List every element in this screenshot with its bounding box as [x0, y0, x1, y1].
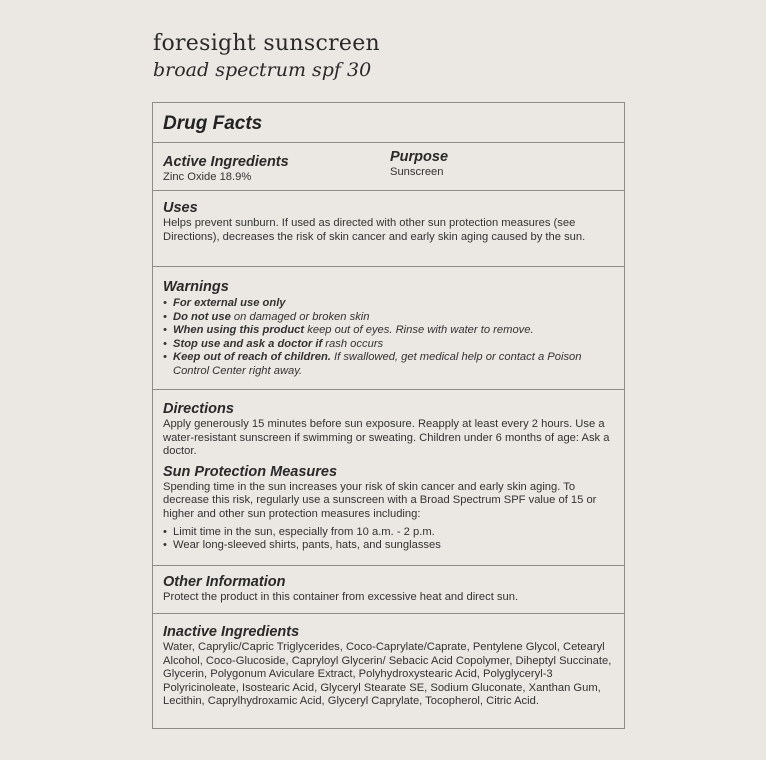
warning-item: • Do not use on damaged or broken skin [163, 311, 614, 325]
sun-protection-list [163, 526, 614, 553]
other-information-text: Protect the product in this container from excessive heat and direct sun. [163, 591, 519, 603]
uses-section [153, 191, 624, 267]
directions-text: Apply generously 15 minutes before sun exposure. Reapply at least every 2 hours. Use a water-resistant sunscreen if swimming or sweating. Children under 6 months of age: Ask a doctor. [163, 418, 610, 458]
product-subtitle: broad spectrum spf 30 [153, 59, 372, 81]
warning-item: • For external use only [163, 297, 614, 311]
purpose-heading: Purpose [390, 149, 449, 165]
warnings-list [163, 297, 614, 379]
brand-header [153, 30, 380, 82]
warning-item: • Keep out of reach of children. If swallowed, get medical help or contact a Poison Control Center right away. [163, 351, 614, 378]
warning-item: • When using this product keep out of eyes. Rinse with water to remove. [163, 324, 614, 338]
directions-section [153, 390, 624, 566]
sun-protection-item: • Limit time in the sun, especially from 10 a.m. - 2 p.m. [163, 526, 614, 540]
product-name: foresight sunscreen [153, 31, 380, 56]
inactive-ingredients-section [153, 614, 624, 728]
directions-heading: Directions [163, 401, 234, 417]
uses-text: Helps prevent sunburn. If used as directed with other sun protection measures (see Directions), decreases the risk of skin cancer and early skin aging caused by the sun. [163, 217, 586, 243]
other-information-heading: Other Information [163, 574, 286, 590]
purpose-value: Sunscreen [390, 166, 444, 178]
sun-protection-heading: Sun Protection Measures [163, 463, 338, 480]
drug-facts-panel [152, 102, 625, 729]
active-ingredients-section [153, 143, 624, 191]
sun-protection-text: Spending time in the sun increases your risk of skin cancer and early skin aging. To decrease this risk, regularly use a sunscreen with a Broad Spectrum SPF value of 15 or higher and other sun protection measures including: [163, 480, 597, 520]
drug-facts-title-section [153, 103, 624, 143]
warnings-section [153, 267, 624, 390]
inactive-ingredients-heading: Inactive Ingredients [163, 624, 300, 640]
active-ingredients-heading: Active Ingredients [163, 154, 289, 170]
uses-heading: Uses [163, 200, 198, 216]
sun-protection-item: • Wear long-sleeved shirts, pants, hats, and sunglasses [163, 539, 614, 553]
drug-facts-title: Drug Facts [163, 113, 263, 134]
inactive-ingredients-text: Water, Caprylic/Capric Triglycerides, Coco-Caprylate/Caprate, Pentylene Glycol, Cetearyl Alcohol, Coco-Glucoside, Capryloyl Glycerin/ Sebacic Acid Copolymer, Diheptyl Succinate, Glycerin, Polygonum Aviculare Extract, Polyhydroxystearic Acid, Polyglyceryl-3 Polyricinoleate, Isostearic Acid, Glyceryl Stearate SE, Sodium Gluconate, Xanthan Gum, Lecithin, Caprylhydroxamic Acid, Glyceryl Caprylate, Tocopherol, Citric Acid. [163, 641, 612, 708]
active-ingredient-value: Zinc Oxide 18.9% [163, 171, 252, 183]
warning-item: • Stop use and ask a doctor if rash occurs [163, 338, 614, 352]
other-information-section [153, 566, 624, 614]
warnings-heading: Warnings [163, 279, 229, 295]
